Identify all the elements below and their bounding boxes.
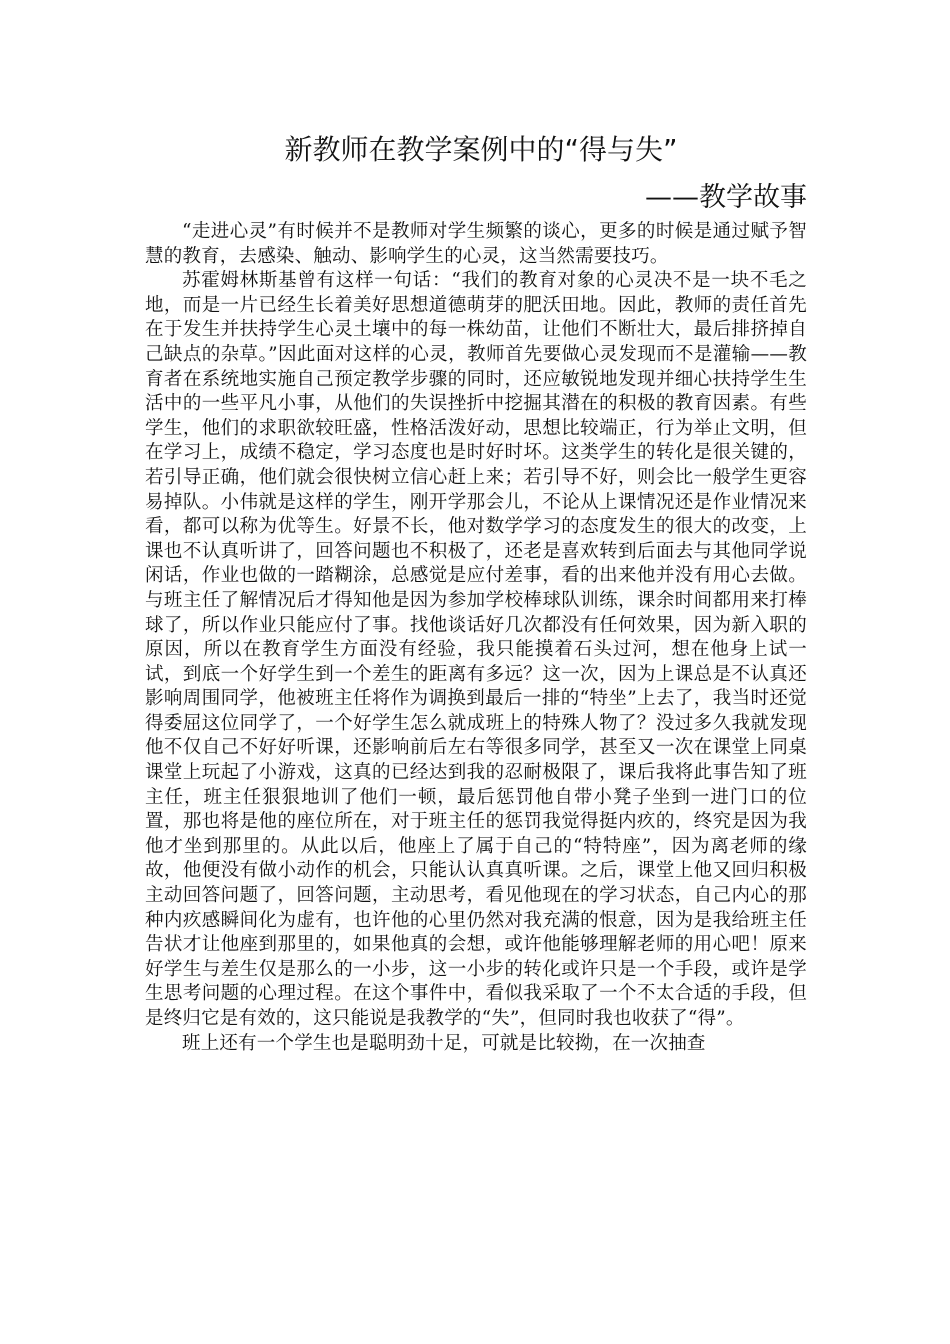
document-page [145, 128, 807, 1056]
document-subtitle: ——教学故事 [645, 182, 807, 213]
document-title: 新教师在教学案例中的“得与失” [284, 133, 678, 166]
document-body [145, 220, 807, 1056]
paragraph-continuation: 班上还有一个学生也是聪明劲十足，可就是比较拗，在一次抽查 [182, 1032, 706, 1054]
paragraph-story: 苏霍姆林斯基曾有这样一句话：“我们的教育对象的心灵决不是一块不毛之地，而是一片已经生长着美好思想道德萌芽的肥沃田地。因此，教师的责任首先在于发生并扶持学生心灵土壤中的每一株幼苗，让他们不断壮大，最后排挤掉自己缺点的杂草。”因此面对这样的心灵，教师首先要做心灵发现而不是灌输——教育者在系统地实施自己预定教学步骤的同时，还应敏锐地发现并细心扶持学生生活中的一些平凡小事，从他们的失误挫折中挖掘其潜在的积极的教育因素。有些学生，他们的求职欲较旺盛，性格活泼好动，思想比较端正，行为举止文明，但在学习上，成绩不稳定，学习态度也是时好时坏。这类学生的转化是很关键的，若引导正确，他们就会很快树立信心赶上来；若引导不好，则会比一般学生更容易掉队。小伟就是这样的学生，刚开学那会儿，不论从上课情况还是作业情况来看，都可以称为优等生。好景不长，他对数学学习的态度发生的很大的改变，上课也不认真听讲了，回答问题也不积极了，还老是喜欢转到后面去与其他同学说闲话，作业也做的一踏糊涂，总感觉是应付差事，看的出来他并没有用心去做。与班主任了解情况后才得知他是因为参加学校棒球队训练，课余时间都用来打棒球了，所以作业只能应付了事。找他谈话好几次都没有任何效果，因为新入职的原因，所以在教育学生方面没有经验，我只能摸着石头过河，想在他身上试一试，到底一个好学生到一个差生的距离有多远？这一次，因为上课总是不认真还影响周围同学，他被班主任将作为调换到最后一排的“特坐”上去了，我当时还觉得委屈这位同学了，一个好学生怎么就成班上的特殊人物了？没过多久我就发现他不仅自己不好好听课，还影响前后左右等很多同学，甚至又一次在课堂上同桌课堂上玩起了小游戏，这真的已经达到我的忍耐极限了，课后我将此事告知了班主任，班主任狠狠地训了他们一顿，最后惩罚他自带小凳子坐到一进门口的位置，那也将是他的座位所在，对于班主任的惩罚我觉得挺内疚的，终究是因为我他才坐到那里的。从此以后，他座上了属于自己的“特特座”，因为离老师的缘故，他便没有做小动作的机会，只能认认真真听课。之后，课堂上他又回归积极主动回答问题了，回答问题，主动思考，看见他现在的学习状态，自己内心的那种内疚感瞬间化为虚有，也许他的心里仍然对我充满的恨意，因为是我给班主任告状才让他座到那里的，如果他真的会想，或许他能够理解老师的用心吧！原来好学生与差生仅是那么的一小步，这一小步的转化或许只是一个手段，或许是学生思考问题的心理过程。在这个事件中，看似我采取了一个不太合适的手段，但是终归它是有效的，这只能说是我教学的“失”，但同时我也收获了“得”。 [145, 270, 807, 1029]
paragraph-intro: “走进心灵”有时候并不是教师对学生频繁的谈心，更多的时候是通过赋予智慧的教育，去感染、触动、影响学生的心灵，这当然需要技巧。 [145, 221, 807, 267]
